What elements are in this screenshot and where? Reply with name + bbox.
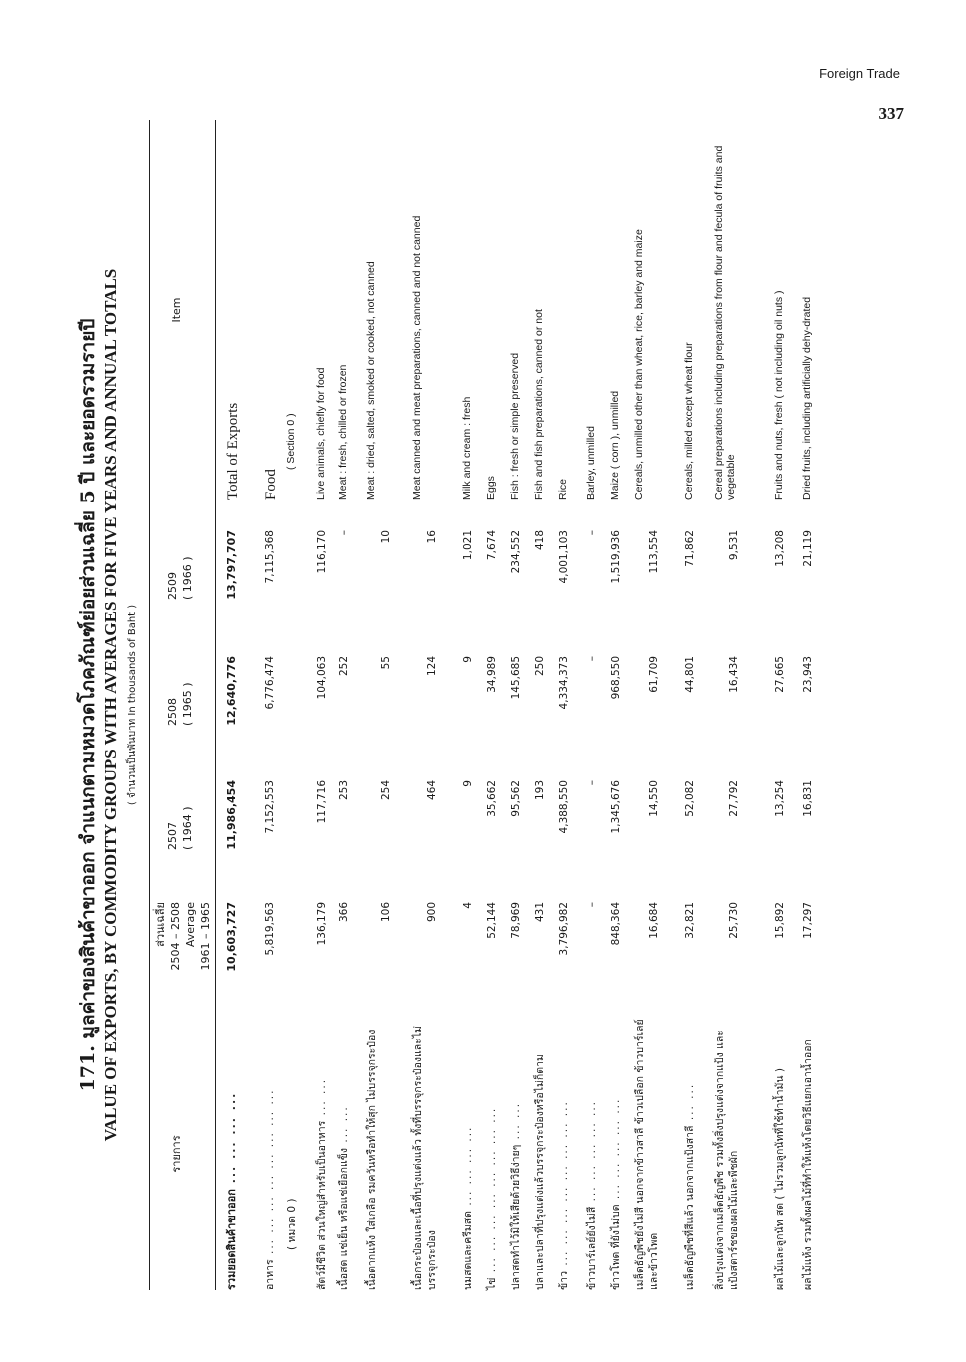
row-item-thai: ปลาและปลาที่ปรุงแต่งแล้วบรรจุกระป๋องหรือไม่ก็ตาม bbox=[534, 1054, 546, 1290]
row-item-thai-text: อาหาร bbox=[264, 1259, 276, 1290]
leader-dots: ... ... ... ... bbox=[225, 1091, 238, 1190]
row-2508: 104,063 bbox=[316, 656, 328, 700]
row-item-thai bbox=[485, 1018, 499, 1290]
row-item-thai-text: ปลาสดทำไว้มิให้เสียด้วยวิธีง่ายๆ bbox=[510, 1144, 522, 1290]
row-average: 366 bbox=[338, 902, 350, 923]
row-2509: 113,554 bbox=[648, 530, 660, 574]
row-item-thai: สิ่งปรุงแต่งจากเมล็ดธัญพืช รวมทั้งสิ่งปรุงแต่งจากแป้ง และแป้งสตาร์ชของผลไม้และพืชผัก bbox=[714, 1030, 740, 1290]
row-2508: 34,989 bbox=[486, 656, 498, 693]
row-2509: 13,208 bbox=[774, 530, 786, 567]
row-2508: 44,801 bbox=[684, 656, 696, 693]
leader-dots: ... ... ... ... bbox=[462, 1125, 474, 1212]
row-item-thai bbox=[609, 1018, 623, 1290]
row-2509: 13,797,707 bbox=[225, 530, 238, 600]
row-item-thai: เนื้อตากแห้ง ใส่เกลือ รมควันหรือทำให้สุก ไม่บรรจุกระป๋อง bbox=[366, 1029, 378, 1290]
row-average: 52,144 bbox=[486, 902, 498, 939]
row-2508: 968,550 bbox=[610, 656, 622, 700]
header-year-ce: ( 1966 ) bbox=[181, 556, 194, 600]
row-item-thai-text: ไข่ bbox=[486, 1277, 498, 1290]
row-2508: 9 bbox=[462, 656, 474, 663]
row-2509: 10 bbox=[380, 530, 392, 544]
header-year: 2509 bbox=[166, 572, 179, 600]
row-2508: 250 bbox=[534, 656, 546, 677]
row-2508: 23,943 bbox=[802, 656, 814, 693]
header-average-line: 1961 – 1965 bbox=[199, 902, 212, 971]
row-2509: 21,119 bbox=[802, 530, 814, 567]
row-2507: 35,662 bbox=[486, 780, 498, 817]
row-2509: 71,862 bbox=[684, 530, 696, 567]
row-item-english: Meat : fresh, chilled or frozen bbox=[337, 364, 349, 500]
row-2509: 1,021 bbox=[462, 530, 474, 561]
row-item-english: Meat : dried, salted, smoked or cooked, not canned bbox=[365, 261, 377, 500]
header-2509 bbox=[165, 520, 195, 600]
row-average: 32,821 bbox=[684, 902, 696, 939]
leader-dots: ... ... bbox=[684, 1082, 696, 1126]
row-average: 15,892 bbox=[774, 902, 786, 939]
row-2508: 252 bbox=[338, 656, 350, 677]
row-average: 25,730 bbox=[728, 902, 740, 939]
row-item-english: Fish and fish preparations, canned or not bbox=[533, 309, 545, 500]
leader-dots: ... ... bbox=[510, 1101, 522, 1145]
row-item-english: Fruits and nuts, fresh ( not including oil nuts ) bbox=[773, 290, 785, 500]
row-item-thai bbox=[585, 1018, 599, 1290]
table-title-english: VALUE OF EXPORTS, BY COMMODITY GROUPS WITH AVERAGES FOR FIVE YEARS AND ANNUAL TOTALS bbox=[101, 268, 120, 1142]
row-item-thai: เมล็ดธัญพืชยังไม่สี นอกจากข้าวสาลี ข้าวเปลือก ข้าวบาร์เลย์และข้าวโพด bbox=[634, 1019, 660, 1290]
row-2507: – bbox=[586, 780, 598, 786]
row-average: 900 bbox=[426, 902, 438, 923]
row-2507: 52,082 bbox=[684, 780, 696, 817]
row-2509: 418 bbox=[534, 530, 546, 551]
leader-dots: ... ... ... ... ... bbox=[586, 1099, 598, 1207]
row-2508: 4,334,373 bbox=[558, 656, 570, 710]
row-item-thai-text: เมล็ดธัญพืชที่สีแล้ว นอกจากแป้งสาลี bbox=[684, 1125, 696, 1290]
header-year-ce: ( 1965 ) bbox=[181, 682, 194, 726]
row-2508: 12,640,776 bbox=[225, 656, 238, 726]
row-item-english: Cereals, unmilled other than wheat, rice, barley and maize bbox=[633, 229, 645, 500]
row-2507: 27,792 bbox=[728, 780, 740, 817]
row-item-english: Milk and cream : fresh bbox=[461, 396, 473, 500]
header-average-line: 2504 – 2508 bbox=[169, 902, 182, 971]
row-average: 10,603,727 bbox=[225, 902, 238, 972]
row-2507: 16,831 bbox=[802, 780, 814, 817]
header-item-thai: รายการ bbox=[170, 1135, 183, 1173]
row-item-thai-text: ข้าว bbox=[558, 1271, 570, 1290]
row-2507: 4,388,550 bbox=[558, 780, 570, 834]
row-2507: 1,345,676 bbox=[610, 780, 622, 834]
row-item-english: Cereals, milled except wheat flour bbox=[683, 342, 695, 500]
row-2509: 16 bbox=[426, 530, 438, 544]
row-average: 848,364 bbox=[610, 902, 622, 946]
row-item-thai: ผลไม้และลูกนัท สด ( ไม่รวมลูกนัทที่ใช้ทำน้ำมัน ) bbox=[774, 1067, 786, 1290]
row-item-english: Food bbox=[263, 469, 279, 500]
row-2509: – bbox=[586, 530, 598, 536]
row-average: 431 bbox=[534, 902, 546, 923]
row-item-thai bbox=[557, 1018, 571, 1290]
row-item-english: Barley, unmilled bbox=[585, 426, 597, 500]
row-item-thai-text: รวมยอดสินค้าขาออก bbox=[225, 1189, 238, 1290]
header-year-ce: ( 1964 ) bbox=[181, 806, 194, 850]
row-item-thai bbox=[225, 1018, 239, 1290]
page-number: 337 bbox=[878, 104, 904, 123]
row-item-thai-text: สัตว์มีชีวิต ส่วนใหญ่สำหรับเป็นอาหาร bbox=[316, 1120, 328, 1290]
row-2507: 193 bbox=[534, 780, 546, 801]
header-2507 bbox=[165, 770, 195, 850]
row-item-english: Maize ( corn ), unmilled bbox=[609, 390, 621, 500]
row-2509: 7,115,368 bbox=[264, 530, 276, 584]
row-2508: 145,685 bbox=[510, 656, 522, 700]
row-item-thai-text: ข้าวบาร์เลย์ยังไม่สี bbox=[586, 1206, 598, 1290]
row-average: 106 bbox=[380, 902, 392, 923]
row-item-thai-text: ข้าวโพด ที่ยังไม่บด bbox=[610, 1204, 622, 1290]
leader-dots: ... ... ... ... ... ... ... ... bbox=[558, 1100, 570, 1272]
row-2508: 124 bbox=[426, 656, 438, 677]
row-item-thai bbox=[509, 1018, 523, 1290]
row-item-thai: ผลไม้แห้ง รวมทั้งผลไม้ที่ทำให้แห้งโดยวิธีแยกเอาน้ำออก bbox=[802, 1039, 814, 1290]
row-2507: 253 bbox=[338, 780, 350, 801]
row-2508: 6,776,474 bbox=[264, 656, 276, 710]
row-average: – bbox=[586, 902, 598, 908]
header-2508 bbox=[165, 646, 195, 726]
row-2508: 27,665 bbox=[774, 656, 786, 693]
row-item-english: Fish : fresh or simple preserved bbox=[509, 352, 521, 500]
header-top-rule bbox=[149, 120, 150, 1290]
row-2509: 7,674 bbox=[486, 530, 498, 561]
row-2508: 55 bbox=[380, 656, 392, 670]
row-item-thai-text: เนื้อสด แช่เย็น หรือแช่เยือกแข็ง bbox=[338, 1147, 350, 1290]
row-item-thai: เนื้อกระป๋องและเนื้อที่ปรุงแต่งแล้ว ทั้งที่บรรจุกระป๋องและไม่บรรจุกระป๋อง bbox=[412, 1025, 438, 1290]
row-2509: 116,170 bbox=[316, 530, 328, 574]
row-item-thai-text: นมสดและครีมสด bbox=[462, 1211, 474, 1290]
header-bottom-rule bbox=[215, 120, 216, 1290]
row-2507: 95,562 bbox=[510, 780, 522, 817]
row-average: 4 bbox=[462, 902, 474, 909]
header-year: 2508 bbox=[166, 698, 179, 726]
row-average: 3,796,982 bbox=[558, 902, 570, 956]
row-2509: 1,519,936 bbox=[610, 530, 622, 584]
row-2507: 11,986,454 bbox=[225, 780, 238, 850]
row-2509: – bbox=[338, 530, 350, 536]
row-2507: 9 bbox=[462, 780, 474, 787]
unit-note: ( จำนวนเป็นพันบาท In thousands of Baht ) bbox=[127, 604, 138, 806]
row-2507: 117,716 bbox=[316, 780, 328, 824]
row-average: 78,969 bbox=[510, 902, 522, 939]
row-item-english: Meat canned and meat preparations, canned and not canned bbox=[411, 215, 423, 500]
header-year: 2507 bbox=[166, 822, 179, 850]
row-2507: 254 bbox=[380, 780, 392, 801]
leader-dots: ... ... ... ... ... bbox=[610, 1097, 622, 1205]
row-item-english: ( Section 0 ) bbox=[285, 413, 297, 470]
row-average: 17,297 bbox=[802, 902, 814, 939]
row-item-english: Live animals, chiefly for food bbox=[315, 367, 327, 500]
leader-dots: ... ... ... ... ... ... ... ... bbox=[264, 1088, 276, 1260]
row-average: 5,819,563 bbox=[264, 902, 276, 956]
row-average: 136,179 bbox=[316, 902, 328, 946]
header-average-line: Average bbox=[184, 902, 197, 948]
row-item-thai bbox=[337, 1018, 351, 1290]
row-2507: 464 bbox=[426, 780, 438, 801]
row-2507: 14,550 bbox=[648, 780, 660, 817]
row-item-english: Cereal preparations including preparations from flour and fecula of fruits and vegetable bbox=[713, 145, 737, 500]
row-item-english: Eggs bbox=[485, 476, 497, 500]
row-2508: – bbox=[586, 656, 598, 662]
row-2509: 4,001,103 bbox=[558, 530, 570, 584]
row-2508: 16,434 bbox=[728, 656, 740, 693]
row-2508: 61,709 bbox=[648, 656, 660, 693]
row-item-thai bbox=[315, 1018, 329, 1290]
row-2507: 13,254 bbox=[774, 780, 786, 817]
header-average-line: ส่วนเฉลี่ย bbox=[154, 902, 167, 947]
leader-dots: ... ... ... ... ... ... ... ... bbox=[486, 1106, 498, 1278]
running-head: Foreign Trade bbox=[819, 66, 900, 81]
leader-dots: ... ... bbox=[338, 1105, 350, 1148]
row-item-english: Total of Exports bbox=[225, 402, 241, 500]
rotated-table-block bbox=[73, 120, 853, 1290]
table-title-thai: 171. มูลค่าของสินค้าขาออก จำแนกตามหมวดโภคภัณฑ์ย่อยส่วนเฉลี่ย 5 ปี และยอดรวมรายปี bbox=[77, 318, 99, 1092]
leader-dots: ... ... bbox=[316, 1077, 328, 1121]
row-item-thai bbox=[461, 1018, 475, 1290]
row-2509: 9,531 bbox=[728, 530, 740, 561]
row-item-english: Rice bbox=[557, 478, 569, 500]
row-item-english: Dried fruits, including artificially dehy-drated bbox=[801, 296, 813, 500]
header-item-english: Item bbox=[170, 297, 183, 323]
header-average bbox=[153, 902, 213, 990]
row-2507: 7,152,553 bbox=[264, 780, 276, 834]
row-average: 16,684 bbox=[648, 902, 660, 939]
row-item-thai: ( หมวด 0 ) bbox=[286, 1198, 298, 1250]
row-2509: 234,552 bbox=[510, 530, 522, 574]
row-item-thai bbox=[263, 1018, 277, 1290]
row-item-thai bbox=[683, 1018, 697, 1290]
